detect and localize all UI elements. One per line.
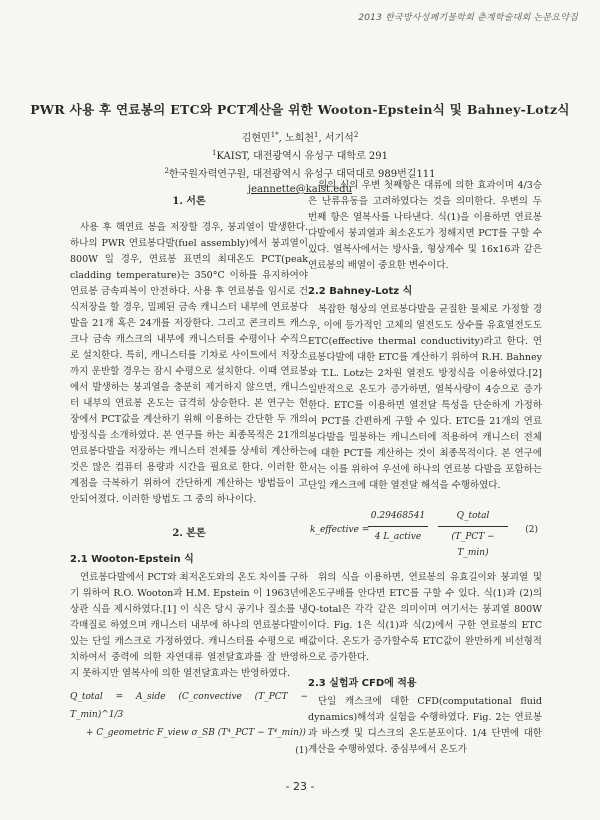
affiliation-2: $^2$한국원자력연구원, 대전광역시 유성구 대덕대로 989번길111 xyxy=(164,167,436,180)
right-paragraph-2: 위의 식을 이용하면, 연료봉의 유효길이와 붕괴열 및 온도구배를 안다면 ETC를 구할 수 있다. 식(1)과 (2)의 Q-total은 각각 같은 의미이며 여기서는 붕괴열 800W 이다. Fig. 1은 식(1)과 식(2)에서 구한 연료봉의 ETC값이다. 온도가 증가할수록 ETC값이 완만하게 비선형적으로 증가한다. xyxy=(308,572,542,663)
equation-1-line1: Q_total = A_side (C_convective (T_PCT − T_min)^1/3 xyxy=(70,692,308,720)
author-2: , 노희천 xyxy=(278,133,314,144)
equation-2-number: (2) xyxy=(525,525,538,535)
right-column xyxy=(308,178,542,758)
bahney-paragraph: 복잡한 형상의 연료봉다발을 균질한 물체로 가정할 경우, 이에 등가적인 고체의 열전도도 상수를 유효열전도도 ETC(effective thermal conductivity)라고 한다. 연료봉다발에 대한 ETC를 계산하기 위하여 R.H. Bahney와 T.L. Lotz는 2차원 열전도 방정식을 이용하였다.[2] 일반적으로 온도가 증가하면, 열복사량이 4승으로 증가한다. ETC를 이용하면 열전달 특성을 단순하게 가정하여 PCT를 간편하게 구할 수 있다. ETC를 21개의 연료봉다발을 밀봉하는 캐니스터에 적용하여 캐니스터 전체에 대한 PCT를 계산하는 것이 최종목적이다. 본 연구에서는 이를 위하여 우선에 하나의 연료봉 다발을 포함하는 단일 캐스크에 대한 열전달 해석을 수행하였다. xyxy=(308,304,542,491)
running-header: 2013 한국방사성폐기물학회 춘계학술대회 논문요약집 xyxy=(358,13,578,23)
intro-paragraph: 사용 후 핵연료 봉을 저장할 경우, 붕괴열이 발생한다. 하나의 PWR 연료봉다발(fuel assembly)에서 붕괴열이 800W 일 경우, 연료봉 표면의 최대온도 PCT(peak cladding temperature)는 350°C 이하를 유지하여야 연료봉 금속피복이 안전하다. 사용 후 연료봉을 임시로 건식저장을 할 경우, 밀폐된 금속 캐니스터 내부에 연료봉다발을 21개 혹은 24개를 저장한다. 그리고 콘크리트 캐스크나 금속 캐스크의 내부에 캐니스터를 수평이나 수직으로 설치한다. 특히, 캐니스터를 기차로 사이트에서 저장소까지 운반할 경우는 잠시 수평으로 설치한다. 이때 연료봉에서 발생하는 붕괴열을 충분히 제거하지 않으면, 캐니스터 내부의 연료봉 온도는 급격히 상승한다. 본 연구는 현장에서 PCT값을 계산하기 위해 이용하는 간단한 두 개의 방정식을 소개하였다. 본 연구를 하는 최종목적은 21개의 연료봉다발을 저장하는 캐니스터 전체를 상세히 계산하는 것은 많은 컴퓨터 용량과 시간을 필요로 한다. 이러한 한계점을 극복하기 위하여 간단하게 계산하는 방법들이 고안되어졌다. 이러한 방법도 그 중의 하나이다. xyxy=(70,222,308,505)
author-1: 김현민 xyxy=(241,133,271,144)
equation-1-number: (1) xyxy=(295,746,308,756)
equation-1 xyxy=(70,688,308,756)
cfd-paragraph: 단일 캐스크에 대한 CFD(computational fluid dynamics)해석과 실험을 수행하였다. Fig. 2는 연료봉과 바스켓 및 디스크의 온도분포이다. 1/4 단면에 대한 계산을 수행하였다. 중심부에서 온도가 xyxy=(308,696,542,755)
paper-title: PWR 사용 후 연료봉의 ETC와 PCT계산을 위한 Wooton-Epstein식 및 Bahney-Lotz식 xyxy=(30,102,570,117)
equation-2-fraction-2: Q_total (T_PCT − T_min) xyxy=(438,508,508,561)
subsection-cfd-title: 2.3 실험과 CFD에 적용 xyxy=(308,678,417,689)
author-3: , 서기석 xyxy=(318,133,354,144)
left-column xyxy=(70,190,308,760)
equation-2-lhs: k_effective = xyxy=(310,525,370,535)
affiliation-1: $^1$KAIST, 대전광역시 유성구 대학로 291 xyxy=(212,149,388,162)
subsection-bahney-title: 2.2 Bahney-Lotz 식 xyxy=(308,286,413,297)
page-number: - 23 - xyxy=(285,780,315,793)
section-intro-title: 1. 서론 xyxy=(172,196,206,207)
equation-2 xyxy=(308,508,542,558)
wooton-paragraph: 연료봉다발에서 PCT와 최저온도와의 온도 차이를 구하기 위하여 R.O. Wooton과 H.M. Epstein 이 1963년에 상관 식을 제시하였다.[1] 이 식은 당시 공기나 질소를 냉각매질로 하였으며 캐니스터 내부에 하나의 연료봉다발이 있는 단일 캐스크로 가정하였다. 캐니스터를 수평으로 배치하여서 중력에 의한 자연대류 열전달효과를 잘 반영하지 못하지만 열복사에 의한 열전달효과는 반영하였다. xyxy=(70,572,308,679)
equation-2-fraction-1: 0.29468541 4 L_active xyxy=(368,508,428,545)
subsection-wooton-title: 2.1 Wooton-Epstein 식 xyxy=(70,554,194,565)
right-paragraph-1: 위의 식의 우변 첫째항은 대류에 의한 효과이며 4/3승은 난류유동을 고려하였다는 것을 의미한다. 우변의 두 번째 항은 열복사를 나타낸다. 식(1)을 이용하면 연료봉다발에서 붕괴열과 최소온도가 정해지면 PCT를 구할 수 있다. 열복사에서는 방사율, 형상계수 및 16x16과 같은 연료봉의 배열이 중요한 변수이다. xyxy=(308,180,542,271)
author-email-link[interactable]: jeannette@kaist.edu xyxy=(247,184,353,195)
author-names: 김현민$^{1*}$, 노희천$^1$, 서기석$^2$ xyxy=(241,131,359,144)
section-main-title: 2. 본론 xyxy=(172,528,206,539)
equation-1-line2: + C_geometric F_view σ_SB (T⁴_PCT − T⁴_min)) xyxy=(86,728,306,738)
